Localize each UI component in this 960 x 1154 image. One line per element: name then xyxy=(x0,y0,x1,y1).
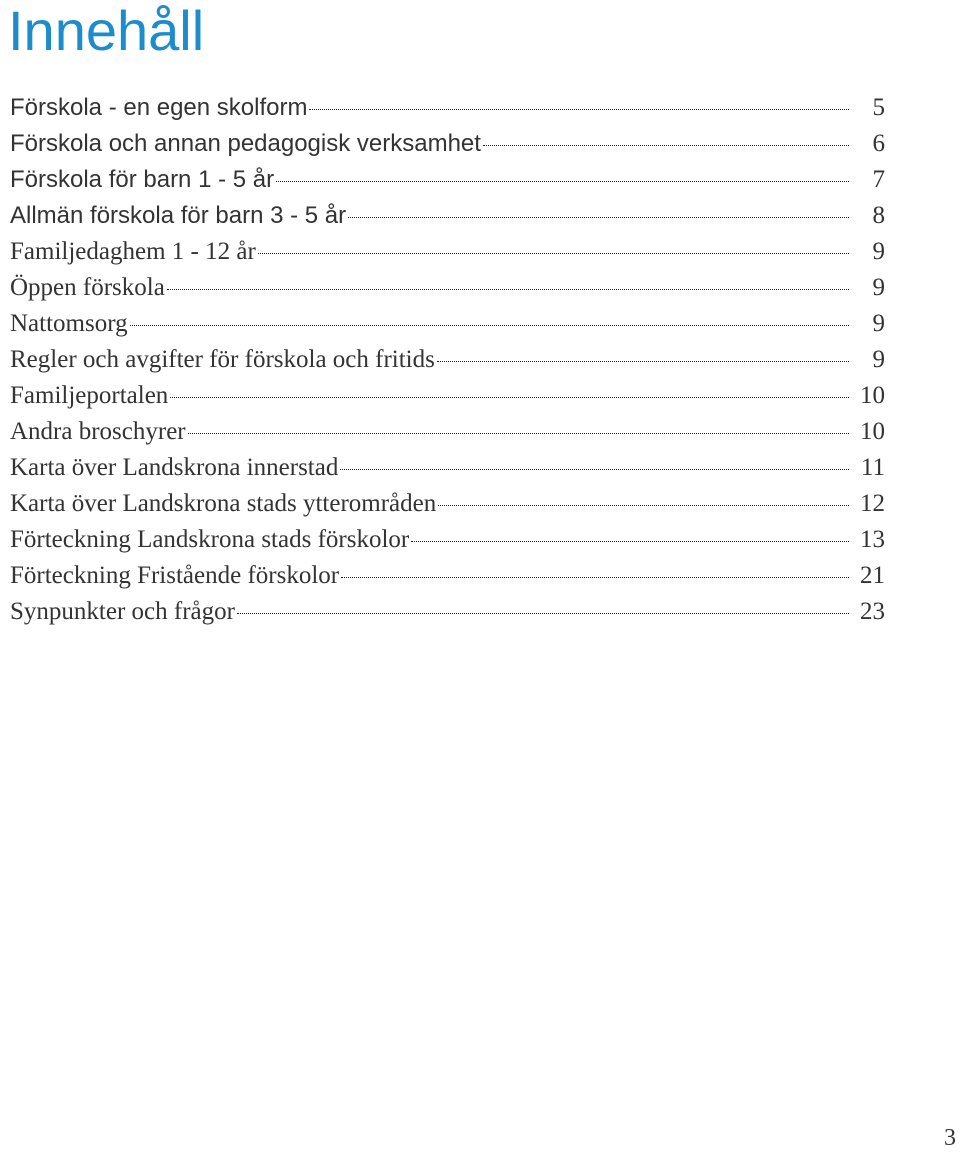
toc-entry-label: Synpunkter och frågor xyxy=(10,598,235,625)
toc-dot-leader xyxy=(309,109,849,110)
toc-entry[interactable] xyxy=(10,234,885,270)
toc-entry-label: Familjedaghem 1 - 12 år xyxy=(10,238,256,265)
toc-entry-page: 9 xyxy=(872,346,885,373)
toc-dot-leader xyxy=(258,253,849,254)
toc-entry-page: 7 xyxy=(872,166,885,193)
toc-entry[interactable] xyxy=(10,522,885,558)
toc-entry-label: Förskola - en egen skolform xyxy=(10,94,308,121)
toc-entry-page: 10 xyxy=(860,418,885,445)
toc-entry[interactable] xyxy=(10,342,885,378)
toc-dot-leader xyxy=(167,289,849,290)
toc-entry-label: Regler och avgifter för förskola och fritids xyxy=(10,346,435,373)
page-title: Innehåll xyxy=(8,0,205,62)
toc-entry-label: Nattomsorg xyxy=(10,310,128,337)
toc-dot-leader xyxy=(411,541,849,542)
toc-entry[interactable] xyxy=(10,558,885,594)
toc-entry-label: Förskola och annan pedagogisk verksamhet xyxy=(10,130,481,157)
toc-entry-label: Andra broschyrer xyxy=(10,418,186,445)
page-number: 3 xyxy=(944,1125,956,1151)
toc-entry-page: 5 xyxy=(872,94,885,121)
toc-dot-leader xyxy=(348,217,849,218)
toc-entry[interactable] xyxy=(10,270,885,306)
toc-entry-page: 12 xyxy=(860,490,885,517)
toc-dot-leader xyxy=(340,469,849,470)
toc-dot-leader xyxy=(483,145,849,146)
toc-entry-page: 21 xyxy=(860,562,885,589)
toc-entry-page: 10 xyxy=(860,382,885,409)
toc-dot-leader xyxy=(437,361,849,362)
toc-dot-leader xyxy=(188,433,849,434)
toc-entry[interactable] xyxy=(10,90,885,126)
toc-entry-page: 9 xyxy=(872,274,885,301)
toc-dot-leader xyxy=(438,505,849,506)
toc-entry[interactable] xyxy=(10,450,885,486)
toc-entry-label: Förskola för barn 1 - 5 år xyxy=(10,166,275,193)
toc-entry[interactable] xyxy=(10,306,885,342)
toc-entry-label: Allmän förskola för barn 3 - 5 år xyxy=(10,202,347,229)
toc-entry[interactable] xyxy=(10,198,885,234)
toc-entry[interactable] xyxy=(10,162,885,198)
toc-entry[interactable] xyxy=(10,378,885,414)
toc-dot-leader xyxy=(130,325,849,326)
toc-entry[interactable] xyxy=(10,594,885,630)
toc-dot-leader xyxy=(170,397,849,398)
toc-entry[interactable] xyxy=(10,126,885,162)
toc-entry-label: Förteckning Landskrona stads förskolor xyxy=(10,526,410,553)
toc-dot-leader xyxy=(276,181,849,182)
toc-entry-label: Förteckning Fristående förskolor xyxy=(10,562,340,589)
toc-entry-label: Karta över Landskrona innerstad xyxy=(10,454,339,481)
toc-entry[interactable] xyxy=(10,414,885,450)
toc-entry-page: 23 xyxy=(860,598,885,625)
toc-entry-page: 6 xyxy=(872,130,885,157)
toc-entry-page: 9 xyxy=(872,310,885,337)
toc-entry[interactable] xyxy=(10,486,885,522)
toc-dot-leader xyxy=(237,613,849,614)
toc-entry-label: Öppen förskola xyxy=(10,274,165,301)
toc-entry-label: Familjeportalen xyxy=(10,382,169,409)
toc-entry-page: 8 xyxy=(872,202,885,229)
toc-dot-leader xyxy=(341,577,849,578)
toc-entry-page: 13 xyxy=(860,526,885,553)
table-of-contents xyxy=(10,90,885,630)
toc-entry-page: 11 xyxy=(860,454,885,481)
toc-entry-label: Karta över Landskrona stads ytterområden xyxy=(10,490,437,517)
toc-entry-page: 9 xyxy=(872,238,885,265)
